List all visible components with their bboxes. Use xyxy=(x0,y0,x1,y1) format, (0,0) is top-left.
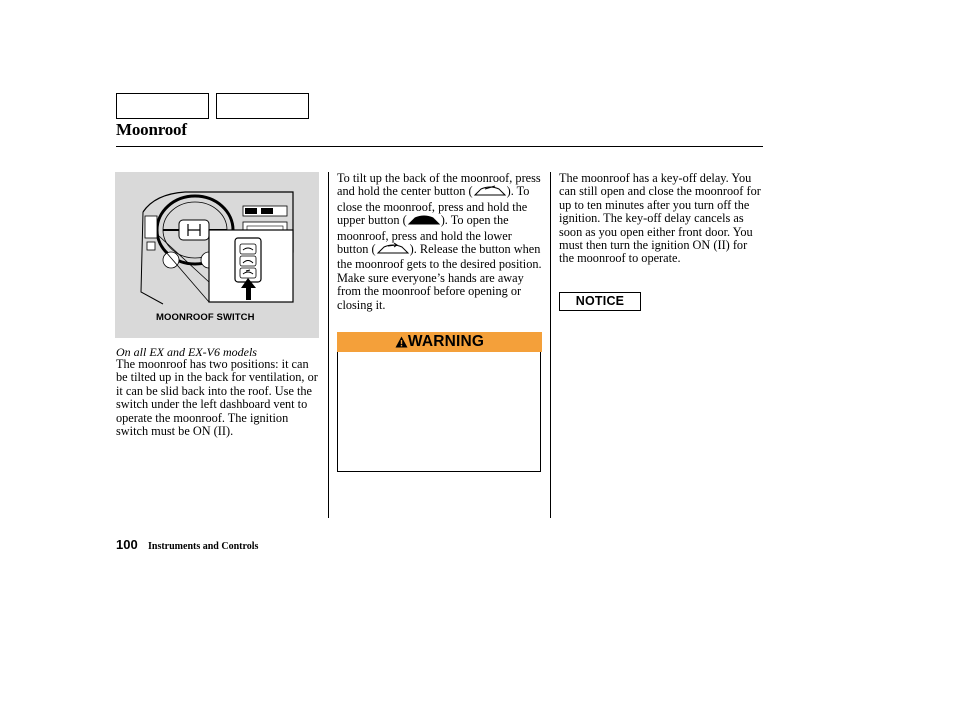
close-icon xyxy=(407,214,441,229)
column2-body xyxy=(337,172,542,312)
models-note: On all EX and EX-V6 models xyxy=(116,345,257,359)
header-tab-box-left xyxy=(116,93,209,119)
section-name: Instruments and Controls xyxy=(148,541,259,552)
warning-triangle-icon xyxy=(395,334,408,354)
release-instruction: ). Release the button when the moonroof gets to the desired position. Make sure everyone’s hands are away from the moonroof before opening or closing it. xyxy=(337,242,542,312)
tilt-icon xyxy=(473,185,507,200)
key-off-delay-text: The moonroof has a key-off delay. You can still open and close the moonroof for up to ten minutes after you turn off the ignition. The key-off delay cancels as soon as you open either front door. You must then turn the ignition ON (II) for the moonroof to operate. xyxy=(559,171,761,266)
moonroof-instructions xyxy=(337,172,542,312)
warning-title xyxy=(337,332,542,354)
tilt-instruction: To tilt up the back of the moonroof, press and hold the center button xyxy=(337,171,541,199)
open-instruction: ). To open the moonroof, press and hold the lower button xyxy=(337,213,512,257)
warning-label: WARNING xyxy=(407,333,485,350)
notice-box xyxy=(559,292,641,311)
close-instruction: ). To close the moonroof, press and hold the upper button xyxy=(337,184,530,228)
notice-label: NOTICE xyxy=(575,294,625,308)
moonroof-description: The moonroof has two positions: it can be tilted up in the back for ventilation, or it can be slid back into the roof. Use the switch under the left dashboard vent to operate the moonroof. The ignition switch must be ON (II). xyxy=(116,357,318,439)
column-divider-1 xyxy=(328,172,329,518)
figure-caption: MOONROOF SWITCH xyxy=(156,312,255,323)
warning-box xyxy=(337,352,541,472)
column-divider-2 xyxy=(550,172,551,518)
paren-open-3: ( xyxy=(371,242,376,257)
open-icon xyxy=(376,243,410,258)
header-tab-box-right xyxy=(216,93,309,119)
column3-body xyxy=(559,172,764,266)
page-title: Moonroof xyxy=(116,120,187,139)
column1-body xyxy=(116,358,321,438)
paren-open-2: ( xyxy=(402,213,407,228)
paren-open-1: ( xyxy=(468,184,473,199)
warning-header xyxy=(337,332,542,352)
title-rule xyxy=(116,146,763,147)
page-number: 100 xyxy=(116,537,138,552)
